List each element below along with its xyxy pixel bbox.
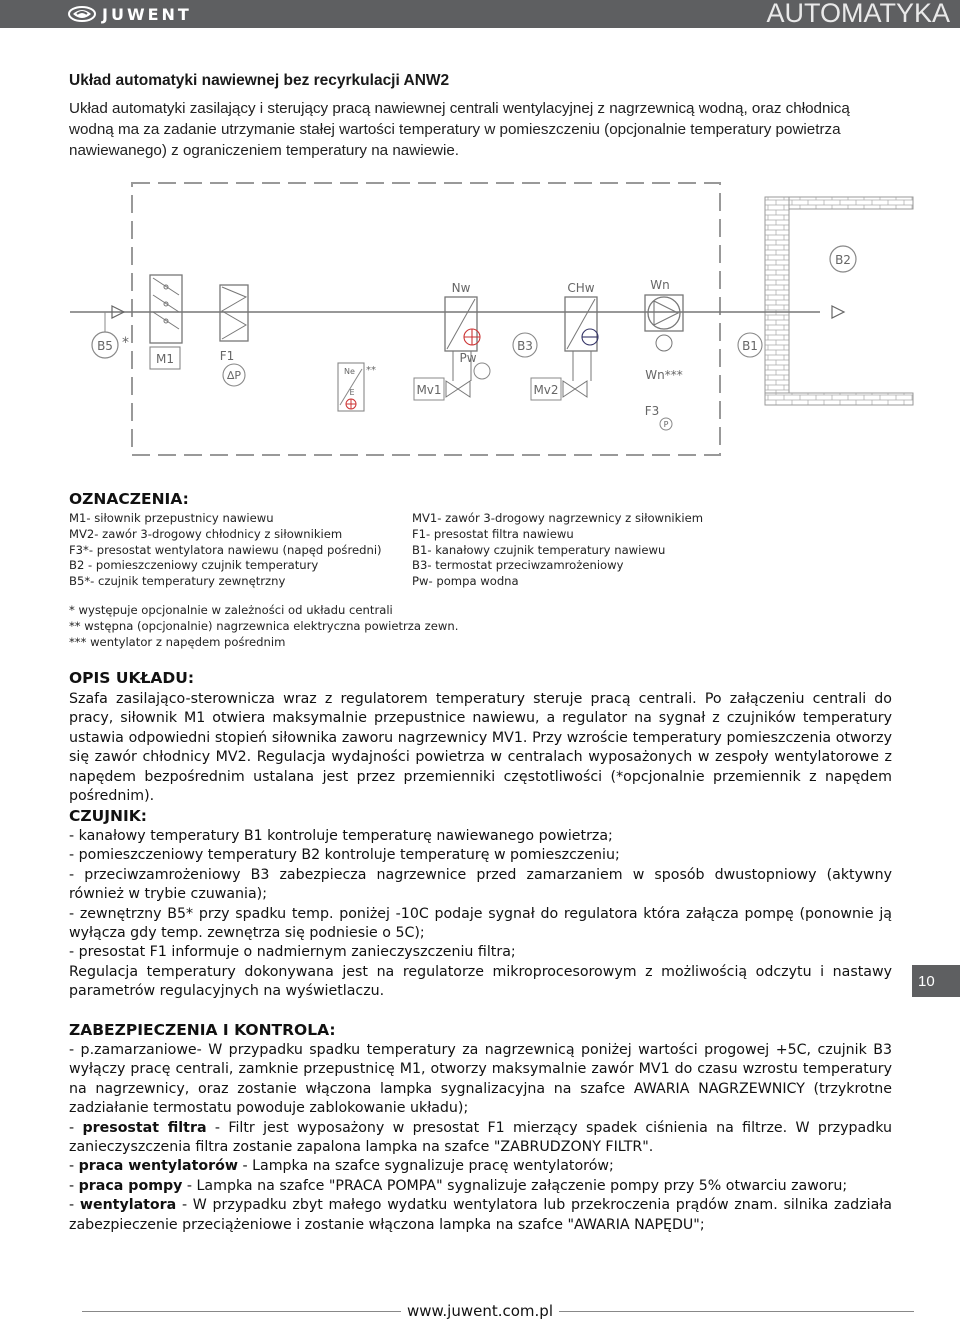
zabezpieczenia-item xyxy=(69,1177,892,1196)
damper-m1 xyxy=(150,275,182,369)
legend-item: F3*- presostat wentylatora nawiewu (napęd pośredni) xyxy=(69,542,382,557)
item-prefix: - xyxy=(69,1197,80,1214)
mv2-label: Mv2 xyxy=(533,383,559,397)
czujnik-item: - kanałowy temperatury B1 kontroluje temperaturę nawiewanego powietrza; xyxy=(69,828,613,844)
item-text: - Filtr jest wyposażony w presostat F1 mierzący spadek ciśnienia na filtrze. W przypadku zanieczyszczenia filtra zostanie zapalona lampka na szafce "ZABRUDZONY FILTR". xyxy=(69,1119,892,1156)
legend-note: ** wstępna (opcjonalnie) nagrzewnica elektryczna powietrza zewn. xyxy=(69,618,459,633)
item-text: - W przypadku zbyt małego wydatku wentylatora lub przekroczenia prądów znam. silnika zadziała zabezpieczenie przeciążeniowe i zostanie włączona lampka na szafce "AWARIA NAPĘDU"; xyxy=(69,1197,892,1233)
legend-item: B3- termostat przeciwzamrożeniowy xyxy=(412,558,624,573)
zabezpieczenia-list xyxy=(69,1041,892,1235)
legend-item: F1- presostat filtra nawiewu xyxy=(412,526,574,541)
intro-line: Układ automatyki zasilający i sterujący pracą nawiewnej centrali wentylacyjnej z nagrzewnicą wodną, oraz chłodnicą xyxy=(69,100,850,117)
nw-label: Nw xyxy=(451,281,471,295)
czujnik-item: - presostat F1 informuje o nadmiernym zanieczyszczeniu filtra; xyxy=(69,944,516,961)
electric-heater-ne xyxy=(338,363,376,411)
czujnik-item: Regulacja temperatury dokonywana jest na regulatorze mikroprocesorowym z możliwością odczytu i nastawy parametrów regulacyjnych na wyświetlaczu. xyxy=(69,963,892,1000)
supply-fan-wn xyxy=(645,278,683,430)
item-prefix: - xyxy=(69,1119,83,1136)
filter-f1 xyxy=(220,285,248,386)
zabezpieczenia-item xyxy=(69,1157,892,1176)
zabezpieczenia-title: ZABEZPIECZENIA I KONTROLA: xyxy=(69,1021,336,1039)
e-label: E xyxy=(349,388,355,397)
czujnik-list xyxy=(69,827,892,1002)
water-heater-nw xyxy=(414,281,490,400)
p-label: P xyxy=(663,420,669,429)
legend-item: MV2- zawór 3-drogowy chłodnicy z siłownikiem xyxy=(69,526,343,541)
ne-star: ** xyxy=(366,365,376,376)
valve-mv2-icon xyxy=(563,381,587,397)
zabezpieczenia-item xyxy=(69,1119,892,1158)
brand-logo xyxy=(68,4,192,24)
legend-item: M1- siłownik przepustnicy nawiewu xyxy=(69,511,274,525)
footer xyxy=(0,1302,960,1320)
footer-url[interactable]: www.juwent.com.pl xyxy=(401,1302,559,1320)
b3-label: B3 xyxy=(517,339,533,353)
intro-text xyxy=(69,98,892,161)
legend-item: B2 - pomieszczeniowy czujnik temperatury xyxy=(69,558,319,573)
section-title: AUTOMATYKA xyxy=(766,0,950,28)
fan-arrow-icon xyxy=(654,301,678,325)
legend-left xyxy=(69,511,404,590)
czujnik-title: CZUJNIK: xyxy=(69,807,147,825)
opis-title: OPIS UKŁADU: xyxy=(69,669,195,687)
legend-item: MV1- zawór 3-drogowy nagrzewnicy z siłownikiem xyxy=(412,511,704,525)
zabezpieczenia-item: - p.zamarzaniowe- W przypadku spadku temperatury za nagrzewnicą poniżej wartości progowej +5C, czujnik B3 wyłączy pracę centrali, zamknie przepustnicę M1, otworzy maksymalnie zawór MV1 do czasu wzrostu temperatury na nagrzewnicy, oraz zostanie włączona lampka sygnalizacyjna na szafce AWARIA NAGRZEWNICY (trzykrotne zadziałanie termostatu powoduje zablokowanie układu); xyxy=(69,1042,892,1117)
legend-notes xyxy=(69,603,669,650)
b5-label: B5 xyxy=(97,339,113,353)
legend-title: OZNACZENIA: xyxy=(69,490,189,508)
legend-item: B1- kanałowy czujnik temperatury nawiewu xyxy=(412,542,666,557)
b5-star: * xyxy=(122,335,129,351)
diagram-svg xyxy=(60,175,920,475)
item-prefix: - xyxy=(69,1158,79,1175)
f3-label: F3 xyxy=(644,404,660,418)
opis-text: Szafa zasilająco-sterownicza wraz z regulatorem temperatury steruje pracą centrali. Po załączeniu centrali do pracy, siłownik M1 otwiera maksymalnie przepustnice nawiewu, a regulator na sygnał z czujników temperatury ustawia odpowiedni stopień siłownika zaworu nagrzewnicy MV1. Przy wzroście temperatury pomieszczenia otworzy się zawór chłodnicy MV2. Regulacja wydajności powietrza w centralach wyposażonych w zespoły wentylatorowe z napędem bezpośrednim ustalana jest przez przemienniki częstotliwości (*opcjonalnie przemiennik z napędem pośrednim). xyxy=(69,691,892,805)
juwent-logo-icon xyxy=(68,6,96,22)
pw-label: Pw xyxy=(459,351,477,365)
intro-line: nawiewanego) z ograniczeniem temperatury na nawiewie. xyxy=(69,142,460,159)
b2-label: B2 xyxy=(835,253,851,267)
outlet-arrow-icon xyxy=(832,306,844,318)
item-bold: praca pompy xyxy=(78,1177,183,1194)
ne-label: Ne xyxy=(344,367,355,376)
czujnik-item: - zewnętrzny B5* przy spadku temp. poniżej -10C podaje sygnał do regulatora która załącza pompę (ponownie ją wyłącza gdy temp. zewnętrza się podniesie o 5C); xyxy=(69,905,892,942)
water-cooler-chw xyxy=(531,281,598,400)
header-bar xyxy=(0,0,960,28)
b1-label: B1 xyxy=(742,339,758,353)
page-number: 10 xyxy=(912,965,960,997)
legend-item: Pw- pompa wodna xyxy=(412,574,519,589)
mv1-label: Mv1 xyxy=(416,383,442,397)
zabezpieczenia-item xyxy=(69,1196,892,1235)
page-title: Układ automatyki nawiewnej bez recyrkulacji ANW2 xyxy=(69,72,450,89)
valve-mv1-icon xyxy=(446,381,470,397)
item-bold: presostat filtra xyxy=(82,1119,207,1136)
control-diagram xyxy=(60,175,920,475)
wn-label: Wn xyxy=(650,278,670,292)
item-bold: praca wentylatorów xyxy=(78,1158,238,1175)
legend-note: *** wentylator z napędem pośrednim xyxy=(69,634,286,649)
czujnik-item: - pomieszczeniowy temperatury B2 kontroluje temperaturę w pomieszczeniu; xyxy=(69,847,620,864)
item-prefix: - xyxy=(69,1177,79,1194)
item-text: - Lampka na szafce sygnalizuje pracę wentylatorów; xyxy=(237,1158,614,1175)
legend-item: B5*- czujnik temperatury zewnętrzny xyxy=(69,574,286,589)
room-wall xyxy=(765,197,913,405)
f1-label: F1 xyxy=(219,349,235,363)
legend-right xyxy=(412,511,852,590)
czujnik-item: - przeciwzamrożeniowy B3 zabezpiecza nagrzewnice przed zamarzaniem w sposób dwustopniowy (aktywny również w trybie czuwania); xyxy=(69,866,892,903)
m1-label: M1 xyxy=(156,352,174,366)
intro-line: wodną ma za zadanie utrzymanie stałej wartości temperatury w pomieszczeniu (opcjonalnie temperatury powietrza xyxy=(69,121,841,138)
pump-pw-icon xyxy=(474,363,490,379)
legend-note: * występuje opcjonalnie w zależności od układu centrali xyxy=(69,603,393,617)
item-text: - Lampka na szafce "PRACA POMPA" sygnalizuje załączenie pompy przy 5% otwarciu zaworu; xyxy=(182,1177,848,1194)
wn3-label: Wn*** xyxy=(645,368,683,382)
item-bold: wentylatora xyxy=(79,1197,177,1214)
dp-label: ∆P xyxy=(227,369,241,382)
chw-label: CHw xyxy=(567,281,595,295)
brand-name: JUWENT xyxy=(102,4,192,24)
